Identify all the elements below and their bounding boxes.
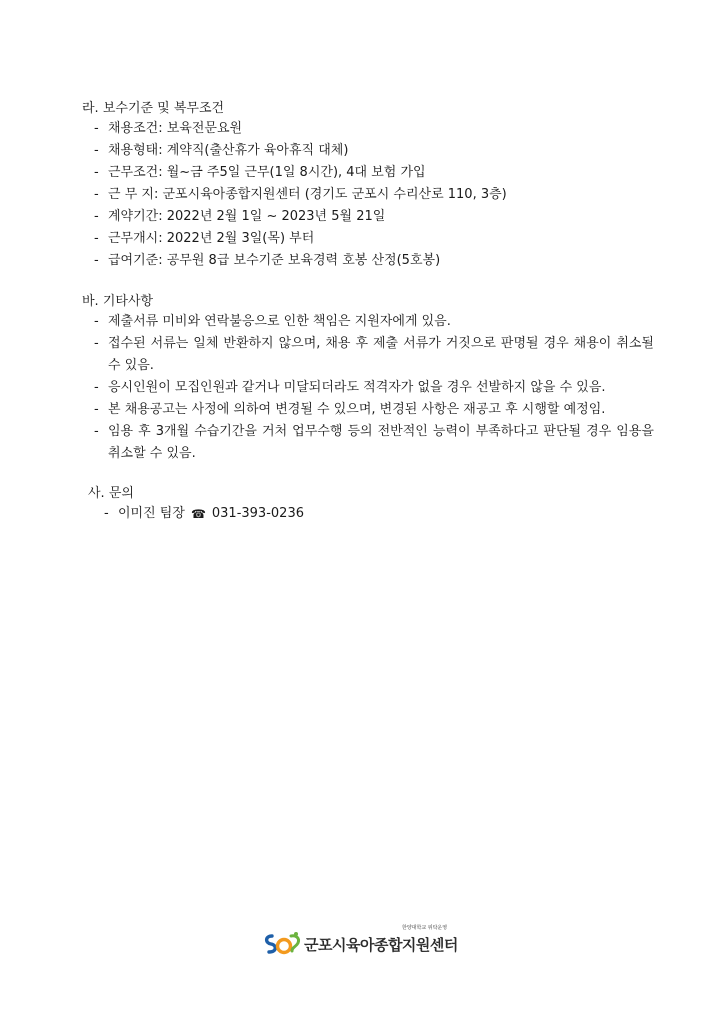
item-text: 제출서류 미비와 연락불응으로 인한 책임은 지원자에게 있음. bbox=[108, 314, 451, 329]
list-item: - 근무개시: 2022년 2월 3일(목) 부터 bbox=[94, 228, 654, 250]
item-text: 응시인원이 모집인원과 같거나 미달되더라도 적격자가 없을 경우 선발하지 않을 수 있음. bbox=[108, 380, 606, 395]
section-heading-sa: 사. 문의 bbox=[88, 486, 134, 501]
logo-subtitle: 한양대학교 위탁운영 bbox=[402, 925, 448, 931]
list-item: - 근무조건: 월~금 주5일 근무(1일 8시간), 4대 보험 가입 bbox=[94, 162, 654, 184]
item-text: 채용조건: 보육전문요원 bbox=[108, 121, 243, 136]
item-text: 본 채용공고는 사정에 의하여 변경될 수 있으며, 변경된 사항은 재공고 후 시행할 예정임. bbox=[108, 402, 606, 417]
list-item: - 접수된 서류는 일체 반환하지 않으며, 채용 후 제출 서류가 거짓으로 판명될 경우 채용이 취소될 수 있음. bbox=[94, 333, 654, 377]
logo-mark-icon bbox=[262, 930, 302, 958]
logo-name: 군포시육아종합지원센터 bbox=[304, 936, 458, 954]
item-text: 급여기준: 공무원 8급 보수기준 보육경력 호봉 산정(5호봉) bbox=[108, 253, 441, 268]
contact-phone: 031-393-0236 bbox=[211, 506, 304, 521]
center-logo bbox=[262, 924, 462, 960]
item-text: 근 무 지: 군포시육아종합지원센터 (경기도 군포시 수리산로 110, 3층) bbox=[108, 187, 507, 202]
section-heading-ba: 바. 기타사항 bbox=[82, 294, 154, 309]
list-item: - 채용조건: 보육전문요원 bbox=[94, 118, 654, 140]
item-text: 채용형태: 계약직(출산휴가 육아휴직 대체) bbox=[108, 143, 349, 158]
item-text: 임용 후 3개월 수습기간을 거처 업무수행 등의 전반적인 능력이 부족하다고 판단될 경우 임용을 취소할 수 있음. bbox=[108, 424, 654, 461]
item-text: 근무개시: 2022년 2월 3일(목) 부터 bbox=[108, 231, 315, 246]
item-text: 근무조건: 월~금 주5일 근무(1일 8시간), 4대 보험 가입 bbox=[108, 165, 426, 180]
list-item: - 응시인원이 모집인원과 같거나 미달되더라도 적격자가 없을 경우 선발하지 않을 수 있음. bbox=[94, 377, 654, 399]
list-item: - 계약기간: 2022년 2월 1일 ~ 2023년 5월 21일 bbox=[94, 206, 654, 228]
list-item: - 제출서류 미비와 연락불응으로 인한 책임은 지원자에게 있음. bbox=[94, 311, 654, 333]
list-item: - 급여기준: 공무원 8급 보수기준 보육경력 호봉 산정(5호봉) bbox=[94, 250, 654, 272]
contact-name: 이미진 팀장 bbox=[118, 506, 185, 521]
list-item: - 임용 후 3개월 수습기간을 거처 업무수행 등의 전반적인 능력이 부족하다고 판단될 경우 임용을 취소할 수 있음. bbox=[94, 421, 654, 465]
section-heading-ra: 라. 보수기준 및 복무조건 bbox=[82, 101, 225, 116]
phone-icon: ☎ bbox=[190, 507, 206, 521]
contact-line: - 이미진 팀장 ☎ 031-393-0236 bbox=[104, 503, 304, 525]
list-item: - 채용형태: 계약직(출산휴가 육아휴직 대체) bbox=[94, 140, 654, 162]
list-item: - 본 채용공고는 사정에 의하여 변경될 수 있으며, 변경된 사항은 재공고 후 시행할 예정임. bbox=[94, 399, 654, 421]
item-text: 접수된 서류는 일체 반환하지 않으며, 채용 후 제출 서류가 거짓으로 판명될 경우 채용이 취소될 수 있음. bbox=[108, 336, 654, 373]
item-text: 계약기간: 2022년 2월 1일 ~ 2023년 5월 21일 bbox=[108, 209, 386, 224]
list-item: - 근 무 지: 군포시육아종합지원센터 (경기도 군포시 수리산로 110, 3층) bbox=[94, 184, 654, 206]
